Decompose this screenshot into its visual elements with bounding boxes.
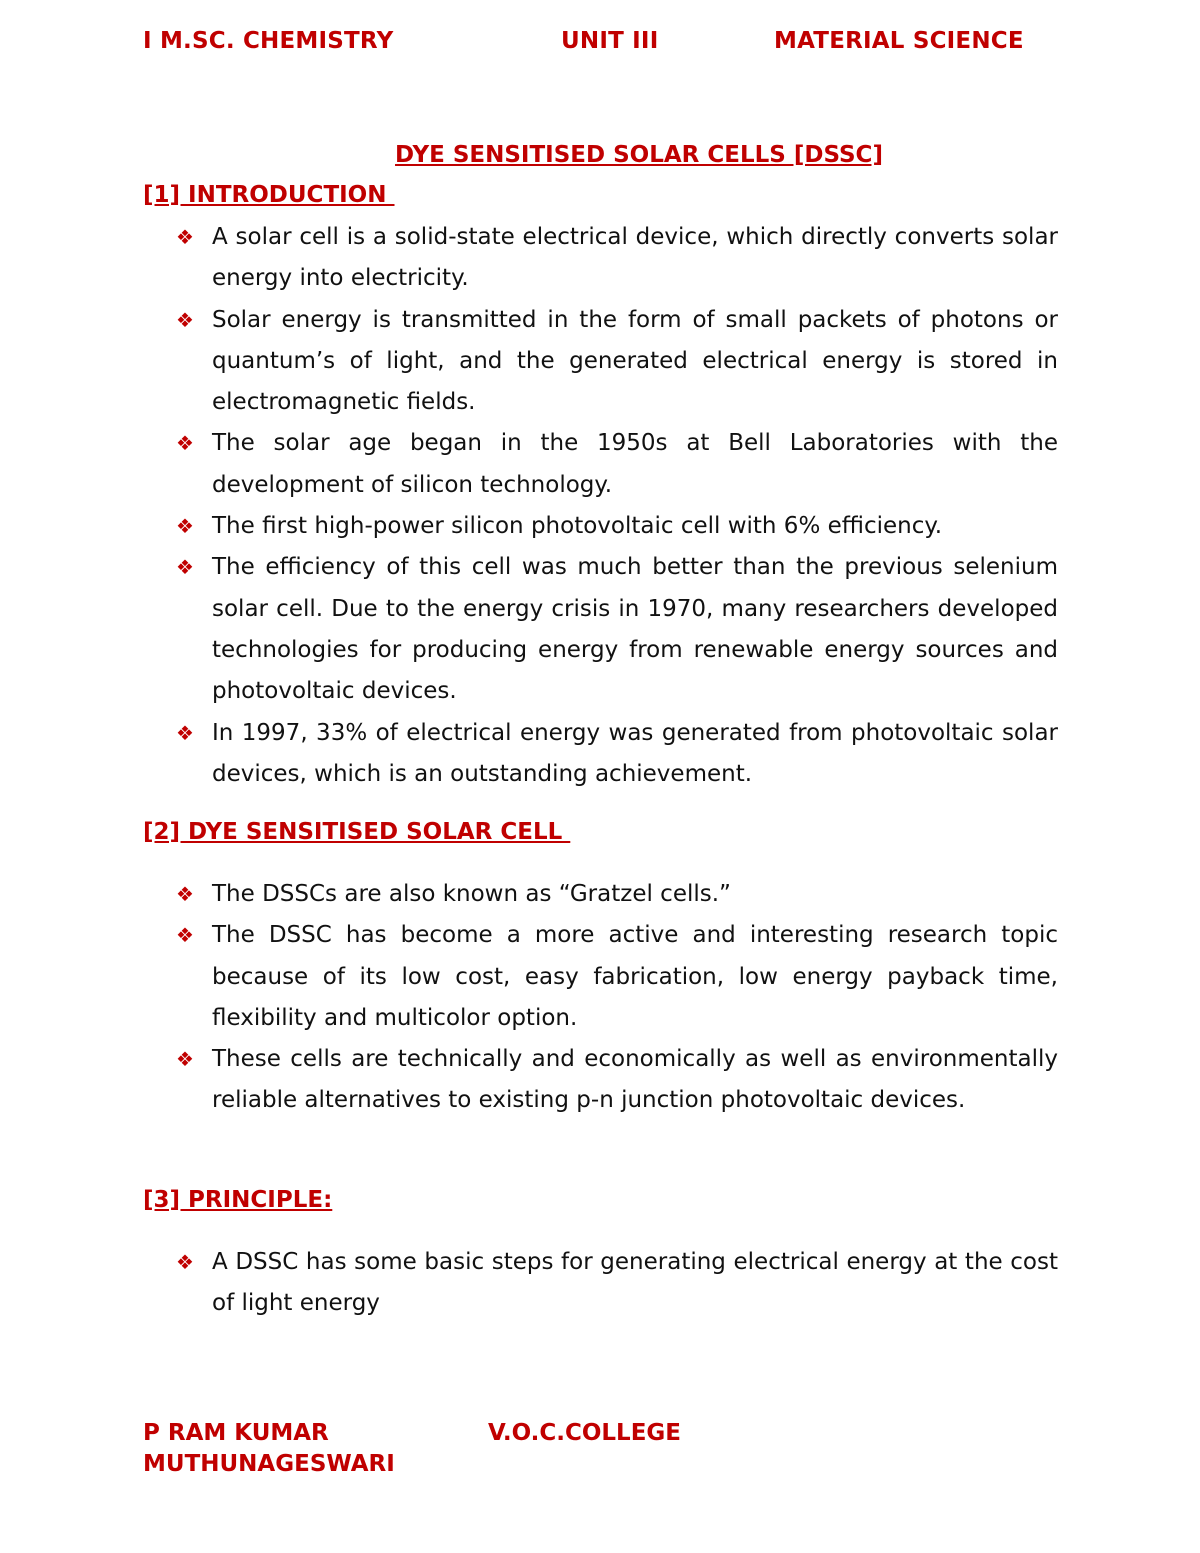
footer-college: V.O.C.COLLEGE [488, 1420, 682, 1446]
footer-author-2: MUTHUNAGESWARI [143, 1451, 395, 1477]
list-item: ❖ The solar age began in the 1950s at Bell Laboratories with the development of silicon technology. [176, 423, 1058, 506]
list-item: ❖ Solar energy is transmitted in the form of small packets of photons or quantum’s of light, and the generated electrical energy is stored in electromagnetic fields. [176, 300, 1058, 424]
section-heading-dssc: [2] DYE SENSITISED SOLAR CELL [143, 819, 571, 845]
list-item: ❖ In 1997, 33% of electrical energy was generated from photovoltaic solar devices, which is an outstanding achievement. [176, 713, 1058, 796]
list-item: ❖ The DSSC has become a more active and interesting research topic because of its low cost, easy fabrication, low energy payback time, flexibility and multicolor option. [176, 915, 1058, 1039]
list-item: ❖ The first high-power silicon photovoltaic cell with 6% efficiency. [176, 506, 1058, 547]
page-title: DYE SENSITISED SOLAR CELLS [DSSC] [395, 142, 883, 168]
list-item: ❖ The efficiency of this cell was much better than the previous selenium solar cell. Due to the energy crisis in 1970, many researchers developed technologies for producing energy from renewable energy sources and photovoltaic devices. [176, 547, 1058, 712]
header-course: I M.SC. CHEMISTRY [143, 28, 394, 54]
dssc-list [176, 874, 1058, 1122]
section-heading-introduction: [1] INTRODUCTION [143, 182, 395, 208]
list-item: ❖ A solar cell is a solid-state electrical device, which directly converts solar energy into electricity. [176, 217, 1058, 300]
introduction-list [176, 217, 1058, 795]
principle-list [176, 1242, 1058, 1325]
footer-author-1: P RAM KUMAR [143, 1420, 329, 1446]
section-heading-principle: [3] PRINCIPLE: [143, 1187, 333, 1213]
list-item: ❖ These cells are technically and economically as well as environmentally reliable alternatives to existing p-n junction photovoltaic devices. [176, 1039, 1058, 1122]
list-item: ❖ A DSSC has some basic steps for generating electrical energy at the cost of light energy [176, 1242, 1058, 1325]
header-subject: MATERIAL SCIENCE [774, 28, 1024, 54]
header-unit: UNIT III [561, 28, 659, 54]
list-item: ❖ The DSSCs are also known as “Gratzel cells.” [176, 874, 1058, 915]
